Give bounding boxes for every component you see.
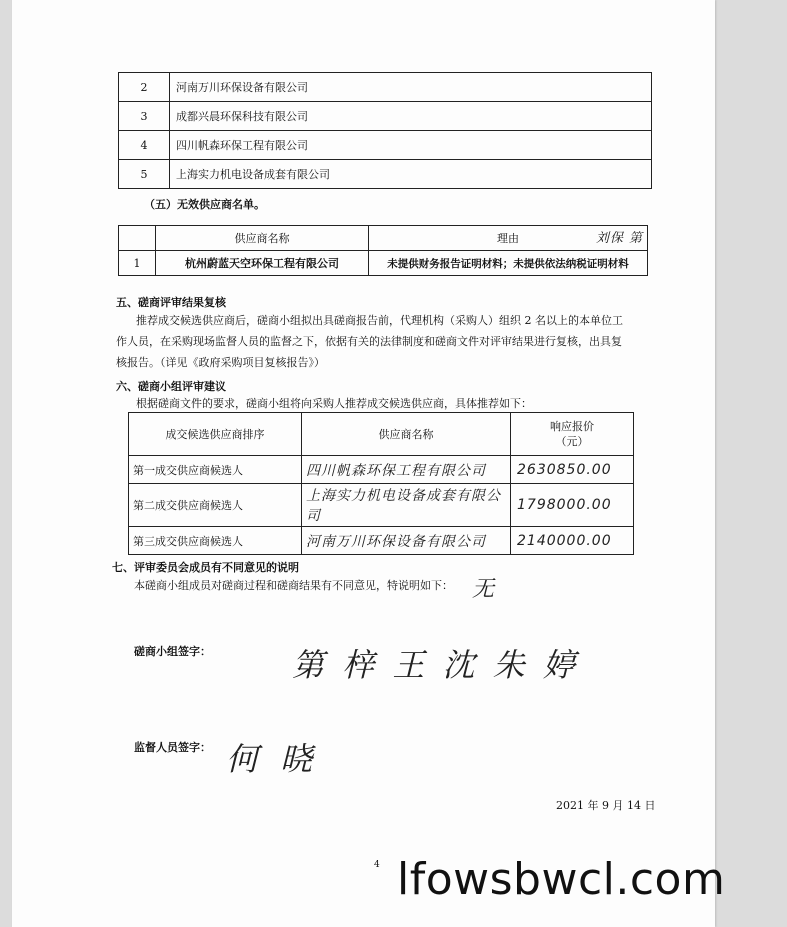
section7-heading: 七、评审委员会成员有不同意见的说明	[112, 561, 299, 574]
recommendation-table	[128, 412, 634, 555]
table-row	[119, 73, 652, 102]
price-handwritten: 2140000.00	[517, 532, 612, 549]
col-reason: 理由 刘保 第	[369, 226, 648, 251]
section6-intro: 根据磋商文件的要求，磋商小组将向采购人推荐成交候选供应商，具体推荐如下：	[136, 397, 532, 410]
table-header-row	[119, 226, 648, 251]
supplier-name-handwritten: 上海实力机电设备成套有限公司	[306, 488, 501, 524]
document-date: 2021 年 9 月 14 日	[556, 799, 656, 812]
reason-text: 未提供财务报告证明材料；未提供依法纳税证明材料	[369, 251, 648, 276]
watermark-text: lfowsbwcl.com	[397, 854, 726, 905]
rank-label: 第三成交供应商候选人	[129, 527, 302, 555]
supervisor-signature-label: 监督人员签字：	[134, 741, 211, 754]
supplier-name-handwritten: 河南万川环保设备有限公司	[306, 533, 486, 550]
panel-signatures: 第 梓 王 沈 朱 婷	[292, 646, 579, 684]
table-row	[119, 131, 652, 160]
section7-text: 本磋商小组成员对磋商过程和磋商结果有不同意见，特说明如下：	[134, 579, 453, 592]
price-handwritten: 1798000.00	[517, 497, 612, 513]
rank-label: 第二成交供应商候选人	[129, 484, 302, 527]
supplier-name: 上海实力机电设备成套有限公司	[170, 160, 652, 189]
table-row	[129, 484, 634, 527]
table-row	[129, 527, 634, 555]
handwritten-none: 无	[472, 577, 496, 602]
supplier-name-handwritten: 四川帆森环保工程有限公司	[306, 462, 486, 479]
table-row	[129, 456, 634, 484]
panel-signature-label: 磋商小组签字：	[134, 645, 211, 658]
row-number: 3	[119, 102, 170, 131]
document-page	[12, 0, 715, 927]
supplier-list-table	[118, 72, 652, 189]
row-number: 5	[119, 160, 170, 189]
supplier-name: 河南万川环保设备有限公司	[170, 73, 652, 102]
invalid-suppliers-table	[118, 225, 648, 276]
supervisor-signature: 何 晓	[226, 740, 319, 778]
rank-label: 第一成交供应商候选人	[129, 456, 302, 484]
row-number: 1	[119, 251, 156, 276]
supplier-name: 杭州蔚蓝天空环保工程有限公司	[156, 251, 369, 276]
col-price: 响应报价 （元）	[511, 413, 634, 456]
table-header-row	[129, 413, 634, 456]
page-number: 4	[374, 860, 380, 870]
handwritten-note: 刘保 第	[595, 231, 643, 246]
row-number: 2	[119, 73, 170, 102]
price-handwritten: 2630850.00	[517, 461, 612, 478]
supplier-name: 四川帆森环保工程有限公司	[170, 131, 652, 160]
col-rank: 成交候选供应商排序	[129, 413, 302, 456]
row-number: 4	[119, 131, 170, 160]
invalid-suppliers-heading: （五）无效供应商名单。	[144, 198, 265, 211]
col-supplier-name: 供应商名称	[302, 413, 511, 456]
section5-heading: 五、磋商评审结果复核	[116, 296, 226, 309]
section6-heading: 六、磋商小组评审建议	[116, 380, 226, 393]
section5-line3: 核报告。（详见《政府采购项目复核报告》）	[116, 356, 325, 369]
supplier-name: 成都兴晨环保科技有限公司	[170, 102, 652, 131]
table-row	[119, 160, 652, 189]
section5-line1: 推荐成交候选供应商后，磋商小组拟出具磋商报告前，代理机构（采购人）组织 2 名以上的本单位工	[136, 314, 623, 327]
section5-line2: 作人员，在采购现场监督人员的监督之下，依据有关的法律制度和磋商文件对评审结果进行复核，出具复	[116, 335, 622, 348]
table-row	[119, 251, 648, 276]
col-supplier-name: 供应商名称	[156, 226, 369, 251]
table-row	[119, 102, 652, 131]
